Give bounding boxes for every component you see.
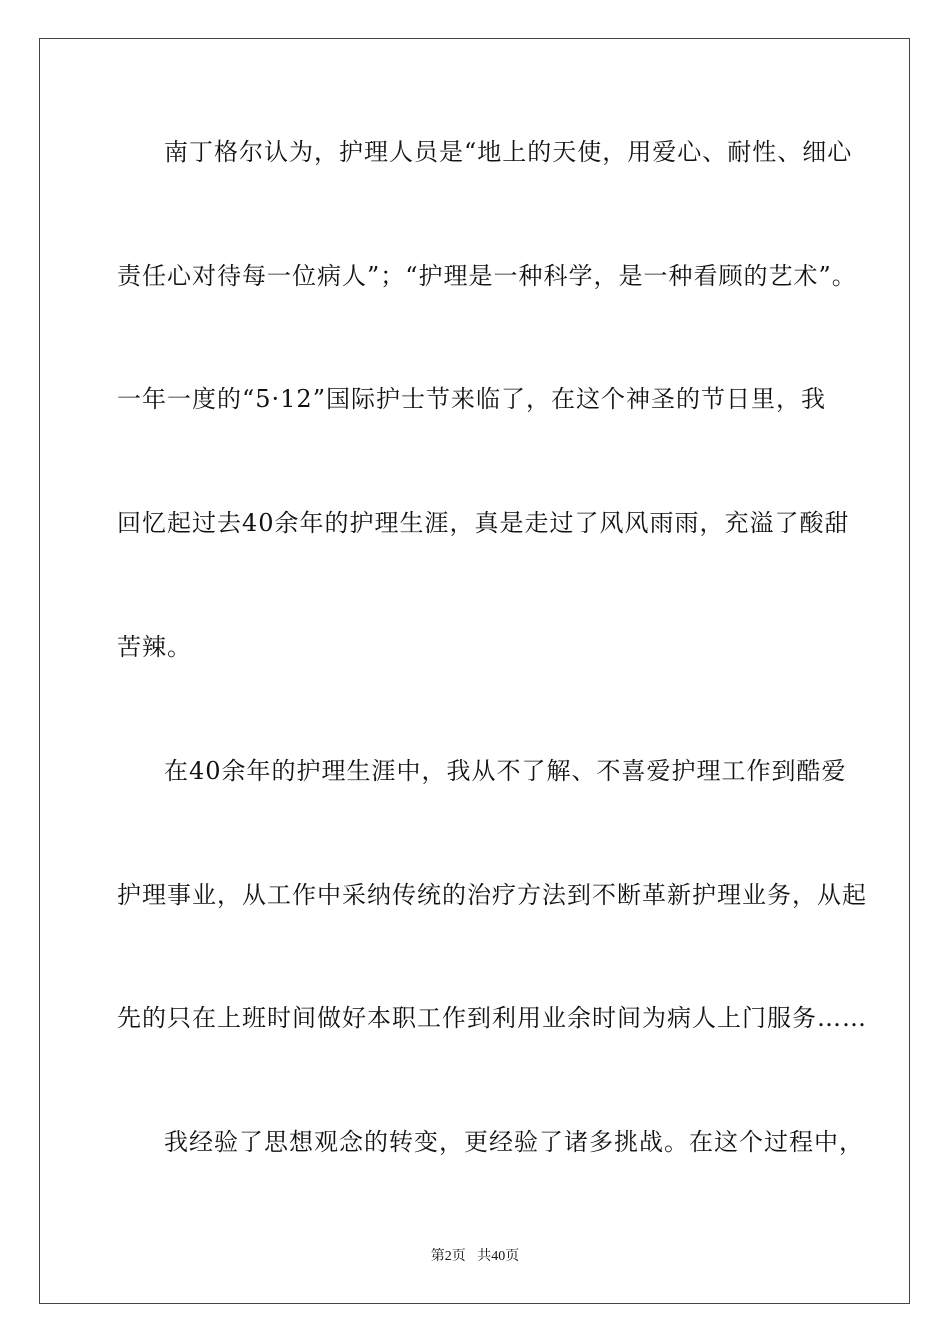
- text-line-1: 南丁格尔认为，护理人员是“地上的天使，用爱心、耐性、细心: [164, 138, 853, 166]
- text-line-6: 在40余年的护理生涯中，我从不了解、不喜爱护理工作到酷爱: [164, 757, 847, 785]
- text-line-5: 苦辣。: [117, 633, 192, 661]
- text-line-7: 护理事业，从工作中采纳传统的治疗方法到不断革新护理业务，从起: [117, 881, 867, 909]
- text-line-4: 回忆起过去40余年的护理生涯，真是走过了风风雨雨，充溢了酸甜: [117, 509, 850, 537]
- page-footer: [0, 1248, 950, 1266]
- text-line-2: 责任心对待每一位病人”；“护理是一种科学，是一种看顾的艺术”。: [117, 262, 857, 290]
- text-line-3: 一年一度的“5·12”国际护士节来临了，在这个神圣的节日里，我: [117, 385, 826, 413]
- text-line-9: 我经验了思想观念的转变，更经验了诸多挑战。在这个过程中，: [164, 1128, 864, 1156]
- page-number: 第2页: [430, 1249, 466, 1264]
- text-line-8: 先的只在上班时间做好本职工作到利用业余时间为病人上门服务……: [117, 1004, 867, 1032]
- page-border: [39, 38, 910, 1304]
- total-pages: 共40页: [477, 1249, 520, 1264]
